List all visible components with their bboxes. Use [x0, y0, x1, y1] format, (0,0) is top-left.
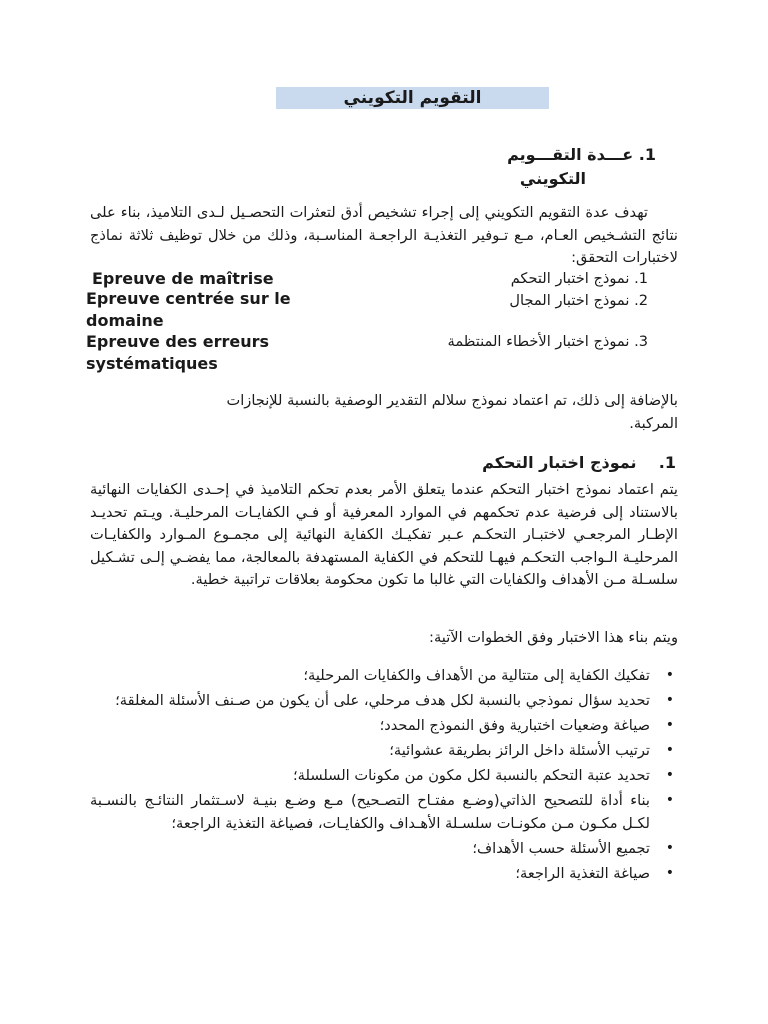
bullet-icon: •	[665, 667, 674, 683]
section-heading-line1: 1. عـــدة التقـــويم	[507, 145, 656, 164]
steps-intro: ويتم بناء هذا الاختبار وفق الخطوات الآتية:	[429, 629, 678, 646]
list-item	[90, 789, 678, 835]
page-title: التقويم التكويني	[276, 87, 549, 109]
addition-paragraph: بالإضافة إلى ذلك، تم اعتماد نموذج سلالم التقدير الوصفية بالنسبة للإنجازات المركبة.	[226, 392, 678, 432]
test-name-ar: نموذج اختبار المجال	[509, 292, 630, 309]
list-item	[90, 862, 678, 885]
intro-paragraph: تهدف عدة التقويم التكويني إلى إجراء تشخيص أدق لتعثرات التحصـيل لـدى التلاميذ، بناء على نتائج التشـخيص العـام، مـع تـوفير التغذيـة الراجعـة المناسـبة، وذلك من خلال توظيف ثلاثة نماذج لاختبارات التحقق:	[90, 204, 678, 266]
test-number: 1.	[634, 270, 648, 287]
step-text: صياغة التغذية الراجعة؛	[515, 865, 650, 882]
step-text: تجميع الأسئلة حسب الأهداف؛	[472, 840, 650, 857]
test-name-ar: نموذج اختبار التحكم	[510, 270, 630, 287]
list-item	[90, 664, 678, 687]
test-number: 2.	[634, 292, 648, 309]
bullet-icon: •	[665, 840, 674, 856]
step-text: ترتيب الأسئلة داخل الرائز بطريقة عشوائية؛	[389, 742, 650, 759]
test-item-2	[348, 290, 648, 313]
test-name-fr-3: Epreuve des erreurs systématiques	[86, 332, 270, 373]
test-item-3	[348, 331, 648, 354]
subsection-heading: 1. نموذج اختبار التحكم	[482, 453, 676, 472]
bullet-icon: •	[665, 742, 674, 758]
test-number: 3.	[634, 333, 648, 350]
test-name-fr-1: Epreuve de maîtrise	[92, 269, 274, 288]
step-text: بناء أداة للتصحيح الذاتي(وضـع مفتـاح التصـحيح) مـع وضـع بنيـة لاسـتثمار النتائـج بالنسـبة لكـل مكـون مـن مكونـات سلسـلة الأهـداف والكفايـات، فصياغة التغذية الراجعة؛	[90, 792, 650, 832]
step-text: تحديد عتبة التحكم بالنسبة لكل مكون من مكونات السلسلة؛	[293, 767, 650, 784]
test-name-ar: نموذج اختبار الأخطاء المنتظمة	[447, 333, 630, 350]
list-item	[90, 837, 678, 860]
test-name-fr-2: Epreuve centrée sur le domaine	[86, 289, 291, 330]
bullet-icon: •	[665, 717, 674, 733]
step-text: تفكيك الكفاية إلى متتالية من الأهداف والكفايات المرحلية؛	[303, 667, 650, 684]
step-text: صياغة وضعيات اختبارية وفق النموذج المحدد؛	[379, 717, 650, 734]
step-text: تحديد سؤال نموذجي بالنسبة لكل هدف مرحلي، على أن يكون من صـنف الأسئلة المغلقة؛	[115, 692, 650, 709]
mastery-paragraph: يتم اعتماد نموذج اختبار التحكم عندما يتعلق الأمر بعدم تحكم التلاميذ في إحـدى الكفايات النهائية بالاستناد إلى فرضية عدم تحكمهم في الموارد المعرفية أو فـي الكفايـات المرحليـة. ويـتم تحديـد الإطـار المرجعـي لاختبـار التحكـم عـبر تفكيـك الكفاية النهائية إلى مجمـوع المـوارد والكفايـات المرحليـة الـواجب التحكـم فيهـا للتحكم في الكفاية المستهدفة بالمعالجة، مما يفضـي إلـى تشـكيل سلسـلة مـن الأهداف والكفايات التي غالبا ما تكون محكومة بعلاقات تراتبية خطية.	[90, 481, 678, 588]
bullet-icon: •	[665, 692, 674, 708]
list-item	[90, 689, 678, 712]
list-item	[90, 764, 678, 787]
list-item	[90, 714, 678, 737]
bullet-icon: •	[665, 767, 674, 783]
section-heading-line2: التكويني	[519, 169, 586, 188]
steps-list	[90, 664, 678, 887]
bullet-icon: •	[665, 792, 674, 808]
test-item-1	[348, 268, 648, 291]
section-heading	[356, 143, 656, 191]
bullet-icon: •	[665, 865, 674, 881]
list-item	[90, 739, 678, 762]
